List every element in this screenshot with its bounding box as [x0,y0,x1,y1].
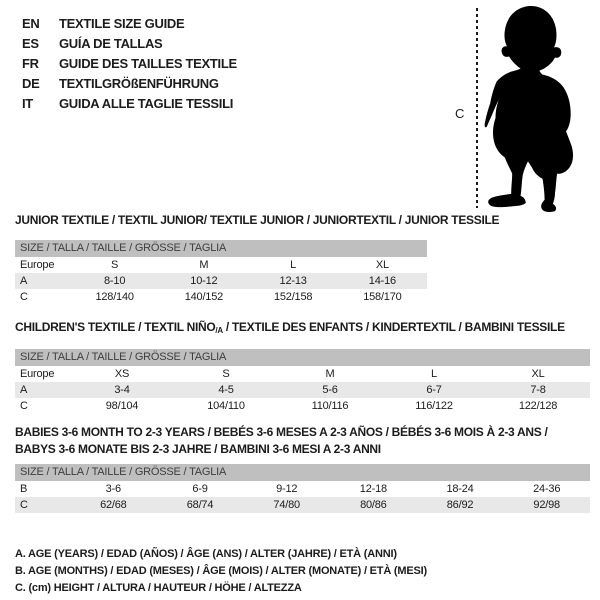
language-row-de [22,74,237,94]
language-title-list [22,14,237,114]
row-label: A [20,275,28,287]
baby-silhouette [484,6,578,212]
size-cell: XS [114,368,130,380]
height-cell: 110/116 [311,400,349,412]
height-cell: 62/68 [100,499,127,511]
language-title: GUIDE DES TAILLES TEXTILE [59,56,237,71]
language-title: TEXTILGRÖßENFÜHRUNG [59,76,219,91]
age-cell: 14-16 [368,275,396,287]
size-cell: S [111,259,119,271]
babies-table-title-line2: BABYS 3-6 MONATE BIS 2-3 JAHRE / BAMBINI 3-6 MESI A 2-3 ANNI [15,442,381,456]
size-header-bar: SIZE / TALLA / TAILLE / GRÖSSE / TAGLIA [15,240,427,257]
height-cell: 116/122 [415,400,453,412]
age-cell: 5-6 [322,384,338,396]
row-label: C [20,499,28,511]
row-label: Europe [20,259,55,271]
age-cell: 8-10 [104,275,126,287]
table-row-height [15,497,590,513]
table-row-europe [15,366,590,382]
height-cell: 140/152 [184,291,224,303]
children-title-pre: CHILDREN'S TEXTILE / TEXTIL NIÑO [15,320,216,334]
legend-line-a: A. AGE (YEARS) / EDAD (AÑOS) / ÂGE (ANS) / ALTER (JAHRE) / ETÀ (ANNI) [15,548,397,560]
row-label: A [20,384,28,396]
children-size-table [15,349,590,414]
table-row-height [15,289,427,305]
language-row-en [22,14,237,34]
size-cell: M [325,368,335,380]
table-row-age-months [15,481,590,497]
language-row-fr [22,54,237,74]
children-title-post: / TEXTILE DES ENFANTS / KINDERTEXTIL / BAMBINI TESSILE [222,320,565,334]
age-cell: 7-8 [530,384,546,396]
height-cell: 98/104 [105,400,139,412]
legend-line-b: B. AGE (MONTHS) / EDAD (MESES) / ÂGE (MOIS) / ALTER (MONATE) / ETÀ (MESI) [15,565,427,577]
language-title: TEXTILE SIZE GUIDE [59,16,185,31]
age-cell: 6-7 [426,384,442,396]
language-code: EN [22,16,40,31]
language-code: FR [22,56,39,71]
row-label: C [20,400,28,412]
row-label: B [20,483,28,495]
measurement-legend [15,546,427,597]
height-cell: 152/158 [273,291,313,303]
age-cell: 9-12 [276,483,298,495]
size-header-bar: SIZE / TALLA / TAILLE / GRÖSSE / TAGLIA [15,464,590,481]
language-code: ES [22,36,39,51]
age-cell: 12-13 [279,275,307,287]
table-row-age [15,382,590,398]
size-cell: XL [375,259,389,271]
size-cell: XL [531,368,545,380]
table-row-europe [15,257,427,273]
row-label: C [20,291,28,303]
height-cell: 128/140 [95,291,134,303]
language-title: GUIDA ALLE TAGLIE TESSILI [59,96,234,111]
height-cell: 80/86 [360,499,387,511]
height-cell: 158/170 [363,291,402,303]
age-cell: 3-4 [114,384,130,396]
language-code: IT [22,96,33,111]
age-cell: 12-18 [359,483,387,495]
table-row-height [15,398,590,414]
height-measure-dashed-line [476,8,478,208]
language-code: DE [22,76,40,91]
age-cell: 18-24 [446,483,474,495]
height-cell: 122/128 [518,400,558,412]
height-cell: 92/98 [533,499,560,511]
size-header-bar: SIZE / TALLA / TAILLE / GRÖSSE / TAGLIA [15,349,590,366]
height-cell: 68/74 [186,499,214,511]
children-title-subscript: /A [215,326,223,335]
age-cell: 6-9 [192,483,208,495]
age-cell: 24-36 [533,483,561,495]
language-row-es [22,34,237,54]
height-cell: 74/80 [273,499,300,511]
legend-line-c: C. (cm) HEIGHT / ALTURA / HAUTEUR / HÖHE / ALTEZZA [15,582,302,594]
age-cell: 10-12 [190,275,218,287]
babies-table-title-line1: BABIES 3-6 MONTH TO 2-3 YEARS / BEBÉS 3-6 MESES A 2-3 AÑOS / BÉBÉS 3-6 MOIS À 2-3 ANS / [15,425,548,439]
junior-size-table [15,240,427,305]
size-cell: L [431,368,437,380]
children-table-title [15,321,565,337]
age-cell: 3-6 [105,483,121,495]
size-cell: S [222,368,230,380]
language-title: GUÍA DE TALLAS [59,36,163,51]
height-cell: 104/110 [207,400,245,412]
height-cell: 86/92 [446,499,474,511]
table-row-age [15,273,427,289]
age-cell: 4-5 [218,384,234,396]
row-label: Europe [20,368,55,380]
size-cell: L [290,259,297,271]
junior-table-title: JUNIOR TEXTILE / TEXTIL JUNIOR/ TEXTILE JUNIOR / JUNIORTEXTIL / JUNIOR TESSILE [15,213,500,227]
size-cell: M [199,259,209,271]
language-row-it [22,94,237,114]
height-measure-label: C [455,106,465,121]
babies-size-table [15,464,590,513]
